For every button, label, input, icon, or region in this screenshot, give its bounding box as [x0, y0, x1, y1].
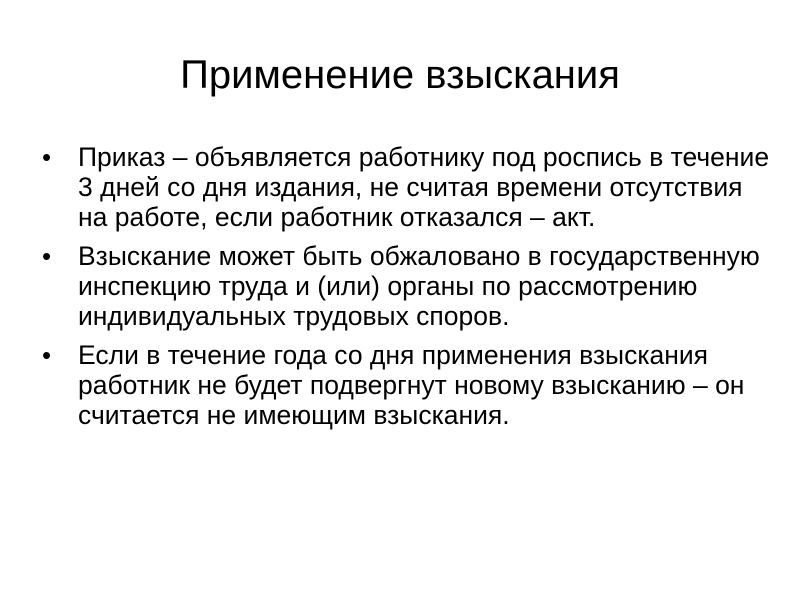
bullet-item	[40, 340, 770, 430]
bullet-item	[40, 142, 770, 232]
bullet-list	[40, 142, 770, 439]
bullet-dot-icon: •	[42, 142, 52, 172]
bullet-text: Приказ – объявляется работнику под роспись в течение 3 дней со дня издания, не считая времени отсутствия на работе, если работник отказался – акт.	[78, 142, 770, 232]
bullet-dot-icon: •	[42, 340, 52, 370]
bullet-text: Взыскание может быть обжаловано в государственную инспекцию труда и (или) органы по рассмотрению индивидуальных трудовых споров.	[78, 241, 760, 331]
bullet-dot-icon: •	[42, 241, 52, 271]
bullet-text: Если в течение года со дня применения взыскания работник не будет подвергнут новому взысканию – он считается не имеющим взыскания.	[78, 340, 745, 430]
slide-title: Применение взыскания	[180, 53, 620, 97]
bullet-item	[40, 241, 770, 331]
